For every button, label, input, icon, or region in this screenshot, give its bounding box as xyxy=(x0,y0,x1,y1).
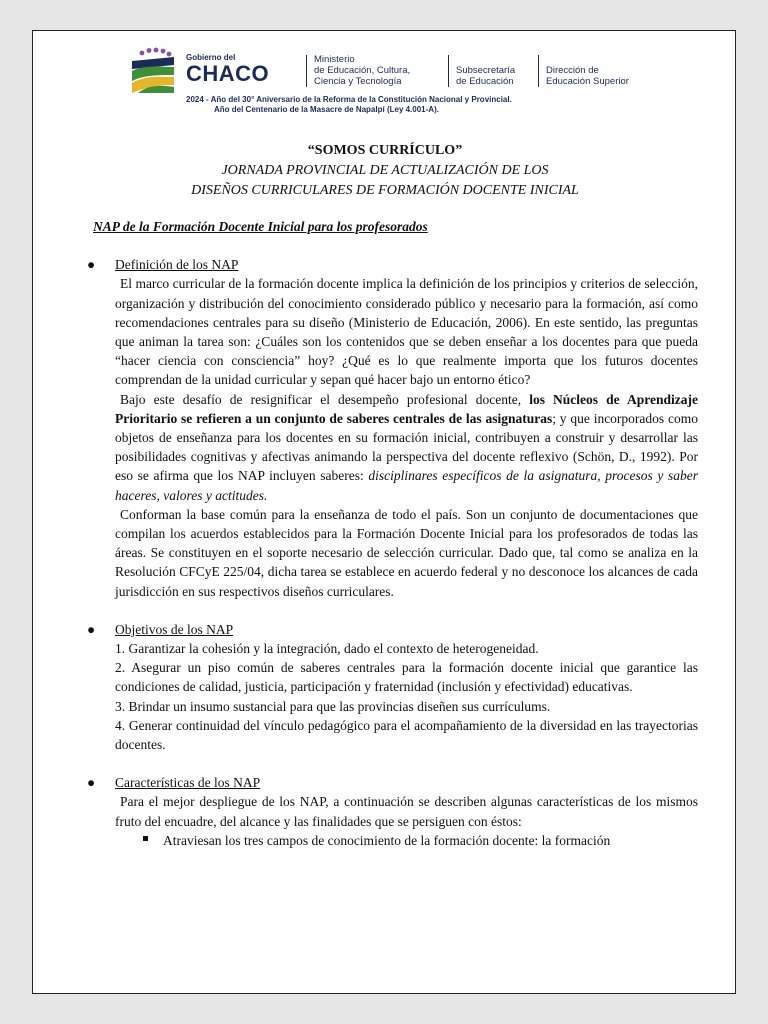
list-item: 2. Asegurar un piso común de saberes centrales para la formación docente inicial que garantice las condiciones de calidad, justicia, participación y fraternidad (inclusión y efectividad) educativas. xyxy=(115,660,698,695)
document-title xyxy=(33,141,736,201)
paragraph: Conforman la base común para la enseñanza de todo el país. Son un conjunto de documentaciones que compilan los acuerdos establecidos para la Formación Docente Inicial para los profesorados de todas las áreas. Se constituyen en el soporte necesario de selección curricular. Dado que, tal como se analiza en la Resolución CFCyE 225/04, dicha tarea se establece en acuerdo federal y no desconoce los alcances de cada jurisdicción en sus respectivos diseños curriculares. xyxy=(115,506,698,599)
gov-big-label: CHACO xyxy=(186,61,270,86)
direction-label xyxy=(546,65,629,87)
bullet-icon: ● xyxy=(87,775,96,791)
document-body xyxy=(87,217,699,850)
spacer xyxy=(93,601,698,620)
direction-line: Educación Superior xyxy=(546,76,629,87)
chaco-logo-icon xyxy=(128,47,180,97)
header-divider xyxy=(306,55,307,87)
main-title: “SOMOS CURRÍCULO” xyxy=(307,143,463,158)
bullet-heading-caracteristicas xyxy=(87,773,698,792)
bullet-heading-objetivos xyxy=(87,620,698,639)
ministry-line: Ciencia y Tecnología xyxy=(314,76,402,87)
bullet-icon: ● xyxy=(87,257,96,273)
header-divider xyxy=(448,55,449,87)
subsecretary-line: Subsecretaría xyxy=(456,65,516,76)
heading-label: Objetivos de los NAP xyxy=(115,621,234,637)
spacer xyxy=(93,754,698,773)
subsecretary-line: de Educación xyxy=(456,76,514,87)
list-item: 1. Garantizar la cohesión y la integración, dado el contexto de heterogeneidad. xyxy=(115,641,539,657)
gov-small-label: Gobierno del xyxy=(186,53,236,62)
text-span: Bajo este desafío de resignificar el desempeño profesional docente, xyxy=(120,391,530,407)
ministry-line: de Educación, Cultura, xyxy=(314,65,411,76)
bold-text: los Núcleos de Aprendizaje Prioritario se refieren a un conjunto de saberes centrales de las asignaturas xyxy=(115,391,699,426)
square-bullet-icon xyxy=(143,836,148,841)
header-divider xyxy=(538,55,539,87)
banner-line: Año del Centenario de la Masacre de Napalpí (Ley 4.001-A). xyxy=(214,105,439,114)
subsecretary-label xyxy=(456,65,515,87)
paragraph: El marco curricular de la formación docente implica la definición de los principios y criterios de selección, organización y distribución del conocimiento considerado público y necesario para la formación, así como recomendaciones centrales para su diseño (Ministerio de Educación, 2006). En este sentido, las preguntas que animan la tarea son: ¿Cuáles son los contenidos que se deben enseñar a los docentes para que pueda “hacer ciencia con consciencia” hoy? ¿Qué es lo que realmente importa que los futuros docentes comprendan de la unidad curricular y sepan qué hacer bajo un entorno ético? xyxy=(115,276,698,388)
subtitle-line: JORNADA PROVINCIAL DE ACTUALIZACIÓN DE LOS xyxy=(221,163,549,178)
list-item: 3. Brindar un insumo sustancial para que las provincias diseñen sus currículums. xyxy=(115,698,551,714)
paragraph: Para el mejor despliegue de los NAP, a continuación se describen algunas características de los mismos fruto del encuadre, del alcance y las finalidades que se persiguen con éstos: xyxy=(115,794,698,829)
paragraph xyxy=(93,390,698,505)
direction-line: Dirección de xyxy=(546,65,599,76)
subtitle-line: DISEÑOS CURRICULARES DE FORMACIÓN DOCENTE INICIAL xyxy=(191,183,579,198)
ministry-label xyxy=(314,54,410,87)
bullet-heading-definicion xyxy=(87,255,698,274)
ministry-line: Ministerio xyxy=(314,54,355,65)
bullet-icon: ● xyxy=(87,621,96,637)
list-item: 4. Generar continuidad del vínculo pedagógico para el acompañamiento de la diversidad en las trayectorias docentes. xyxy=(115,717,698,753)
document-page xyxy=(32,30,736,994)
banner-line: 2024 - Año del 30° Aniversario de la Reforma de la Constitución Nacional y Provincial. xyxy=(186,95,512,104)
text-span: ; y que incorporados como objetos de enseñanza para los docentes en su formación inicial, contribuyen a construir y desarrollar las posibilidades cognitivas y afectivas animando la perspectiva del docente reflexivo (Schön, D., 1992). Por eso se afirma que los NAP incluyen saberes: xyxy=(115,410,698,484)
list-item xyxy=(93,831,698,850)
government-name xyxy=(186,53,269,85)
italic-text: disciplinares específicos de la asignatura, procesos y saber haceres, valores y actitudes. xyxy=(115,468,698,503)
letterhead xyxy=(128,45,688,135)
heading-label: Definición de los NAP xyxy=(115,257,239,273)
list-item-text: Atraviesan los tres campos de conocimiento de la formación docente: la formación xyxy=(163,832,611,848)
section-title: NAP de la Formación Docente Inicial para los profesorados xyxy=(93,219,428,234)
year-banner xyxy=(186,95,686,115)
heading-label: Características de los NAP xyxy=(115,775,261,791)
